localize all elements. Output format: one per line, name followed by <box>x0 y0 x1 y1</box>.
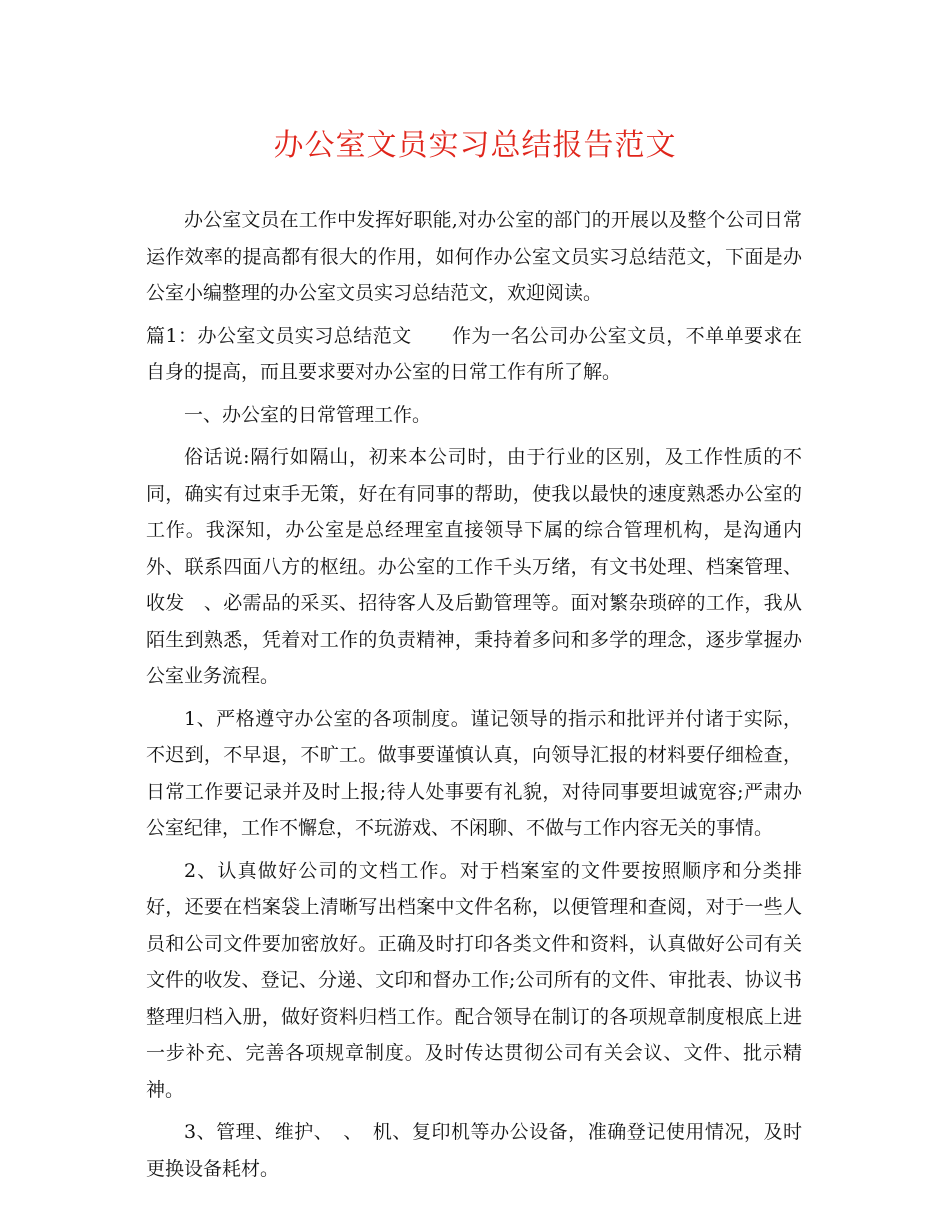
body-paragraph: 1、严格遵守办公室的各项制度。谨记领导的指示和批评并付诸于实际，不迟到，不早退，不旷工。做事要谨慎认真，向领导汇报的材料要仔细检查，日常工作要记录并及时上报;待人处事要有礼貌，对待同事要坦诚宽容;严肃办公室纪律，工作不懈怠，不玩游戏、不闲聊、不做与工作内容无关的事情。 <box>146 707 802 839</box>
intro-paragraph: 办公室文员在工作中发挥好职能,对办公室的部门的开展以及整个公司日常运作效率的提高都有很大的作用，如何作办公室文员实习总结范文，下面是办公室小编整理的办公室文员实习总结范文，欢迎阅读。 <box>146 209 802 304</box>
body-paragraph: 俗话说:隔行如隔山，初来本公司时，由于行业的区别，及工作性质的不同，确实有过束手无策，好在有同事的帮助，使我以最快的速度熟悉办公室的工作。我深知，办公室是总经理室直接领导下属的综合管理机构，是沟通内外、联系四面八方的枢纽。办公室的工作千头万绪，有文书处理、档案管理、收发 、必需品的采买、招待客人及后勤管理等。面对繁杂琐碎的工作，我从陌生到熟悉，凭着对工作的负责精神，秉持着多问和多学的理念，逐步掌握办公室业务流程。 <box>146 446 802 687</box>
document-title: 办公室文员实习总结报告范文 <box>273 128 677 163</box>
document-body <box>146 202 802 1193</box>
article-first-paragraph <box>146 318 802 391</box>
article-lead: 作为一名公司办公室文员，不单单要求在自身的提高，而且要求要对办公室的日常工作有所了解。 <box>146 324 802 383</box>
article-heading: 篇1：办公室文员实习总结范文 <box>146 324 412 347</box>
body-paragraph: 3、管理、维护、 、 机、复印机等办公设备，准确登记使用情况，及时更换设备耗材。 <box>146 1121 802 1180</box>
body-paragraph: 2、认真做好公司的文档工作。对于档案室的文件要按照顺序和分类排好，还要在档案袋上清晰写出档案中文件名称，以便管理和查阅，对于一些人员和公司文件要加密放好。正确及时打印各类文件和资料，认真做好公司有关文件的收发、登记、分递、文印和督办工作;公司所有的文件、审批表、协议书整理归档入册，做好资料归档工作。配合领导在制订的各项规章制度根底上进一步补充、完善各项规章制度。及时传达贯彻公司有关会议、文件、批示精神。 <box>146 859 802 1101</box>
section-heading: 一、办公室的日常管理工作。 <box>184 403 432 426</box>
